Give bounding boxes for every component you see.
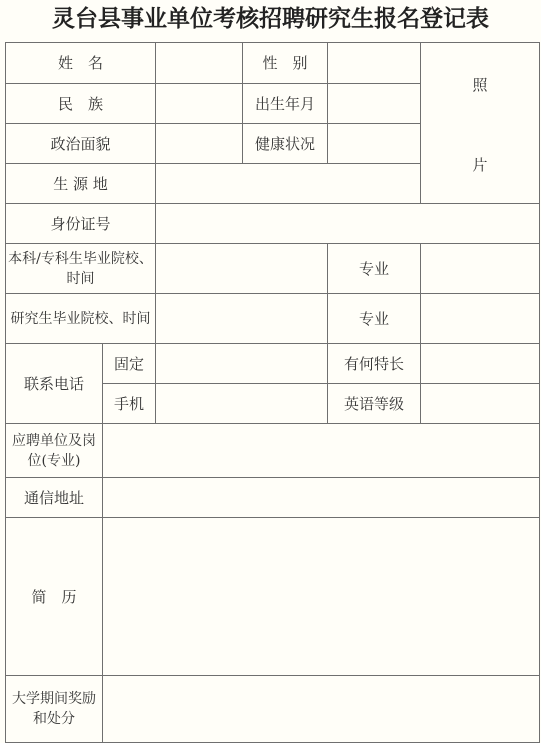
label-health: 健康状况 — [243, 124, 328, 164]
field-gender[interactable] — [328, 43, 421, 84]
field-health[interactable] — [328, 124, 421, 164]
field-political[interactable] — [156, 124, 243, 164]
label-undergrad: 本科/专科生毕业院校、时间 — [6, 244, 156, 294]
field-id-number[interactable] — [156, 204, 540, 244]
field-specialty[interactable] — [421, 344, 540, 384]
field-resume[interactable] — [103, 518, 540, 676]
form-title: 灵台县事业单位考核招聘研究生报名登记表 — [52, 5, 489, 32]
registration-table — [5, 42, 540, 743]
field-major-2[interactable] — [421, 294, 540, 344]
label-address: 通信地址 — [6, 478, 103, 518]
label-awards: 大学期间奖励和处分 — [6, 676, 103, 743]
field-grad[interactable] — [156, 294, 328, 344]
label-major-2: 专业 — [328, 294, 421, 344]
field-mobile[interactable] — [156, 384, 328, 424]
label-id-number: 身份证号 — [6, 204, 156, 244]
label-ethnicity: 民 族 — [6, 84, 156, 124]
label-name: 姓 名 — [6, 43, 156, 84]
label-political: 政治面貌 — [6, 124, 156, 164]
label-gender: 性 别 — [243, 43, 328, 84]
field-address[interactable] — [103, 478, 540, 518]
label-landline: 固定 — [103, 344, 156, 384]
field-major-1[interactable] — [421, 244, 540, 294]
label-origin: 生 源 地 — [6, 164, 156, 204]
photo-label-1: 照 — [472, 76, 488, 94]
photo-label-2: 片 — [472, 156, 488, 174]
label-apply-position: 应聘单位及岗位(专业) — [6, 424, 103, 478]
label-resume: 简 历 — [6, 518, 103, 676]
field-apply-position[interactable] — [103, 424, 540, 478]
field-landline[interactable] — [156, 344, 328, 384]
field-english[interactable] — [421, 384, 540, 424]
photo-box[interactable] — [421, 43, 540, 204]
field-origin[interactable] — [156, 164, 421, 204]
label-birth: 出生年月 — [243, 84, 328, 124]
field-awards[interactable] — [103, 676, 540, 743]
label-mobile: 手机 — [103, 384, 156, 424]
label-major-1: 专业 — [328, 244, 421, 294]
label-english: 英语等级 — [328, 384, 421, 424]
label-grad: 研究生毕业院校、时间 — [6, 294, 156, 344]
label-contact: 联系电话 — [6, 344, 103, 424]
field-undergrad[interactable] — [156, 244, 328, 294]
field-name[interactable] — [156, 43, 243, 84]
field-birth[interactable] — [328, 84, 421, 124]
field-ethnicity[interactable] — [156, 84, 243, 124]
label-specialty: 有何特长 — [328, 344, 421, 384]
